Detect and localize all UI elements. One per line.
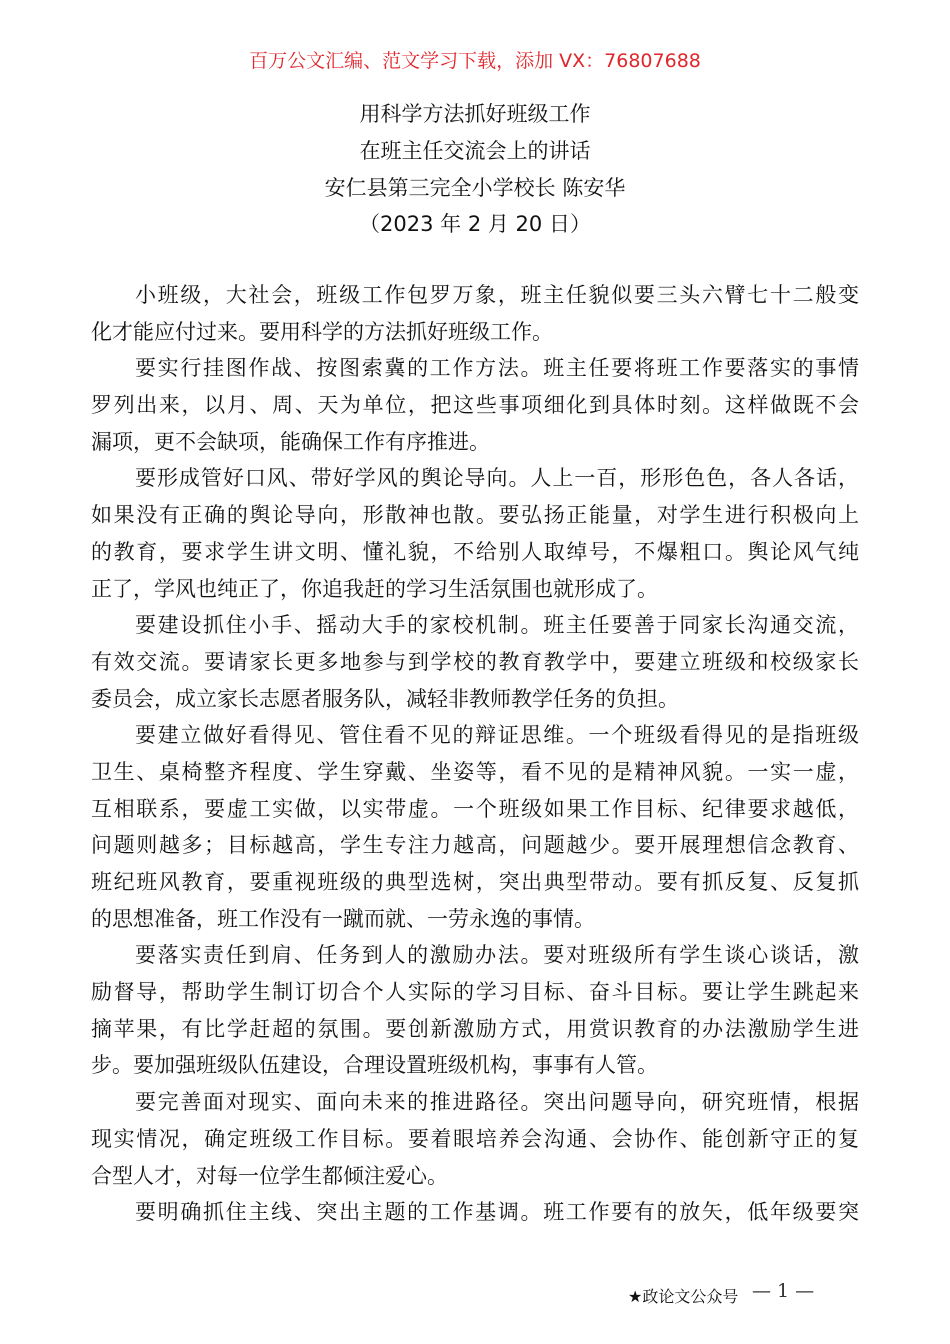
text-line: 正了，学风也纯正了，你追我赶的学习生活氛围也就形成了。 <box>91 576 658 601</box>
text-line: 的教育，要求学生讲文明、懂礼貌，不给别人取绰号，不爆粗口。舆论风气纯 <box>91 539 859 564</box>
text-line: 委员会，成立家长志愿者服务队，减轻非教师教学任务的负担。 <box>91 686 679 711</box>
text-line: 班纪班风教育，要重视班级的典型选树，突出典型带动。要有抓反复、反复抓 <box>91 870 859 894</box>
text-line: 要建立做好看得见、管住看不见的辩证思维。一个班级看得见的是指班级 <box>135 723 859 748</box>
text-line: 要实行挂图作战、按图索冀的工作方法。班主任要将班工作要落实的事情 <box>135 356 859 381</box>
text-line: 漏项，更不会缺项，能确保工作有序推进。 <box>91 429 490 454</box>
text-line: 有效交流。要请家长更多地参与到学校的教育教学中，要建立班级和校级家长 <box>91 649 859 674</box>
text-line: 要建设抓住小手、摇动大手的家校机制。班主任要善于同家长沟通交流， <box>135 613 859 638</box>
footer-source: ★政论文公众号 <box>628 1287 739 1306</box>
text-line: 罗列出来，以月、周、天为单位，把这些事项细化到具体时刻。这样做既不会 <box>91 393 859 418</box>
download-banner: 百万公文汇编、范文学习下载，添加 VX：76807688 <box>249 50 701 72</box>
text-line: 要完善面对现实、面向未来的推进路径。突出问题导向，研究班情，根据 <box>135 1090 859 1115</box>
text-line: 如果没有正确的舆论导向，形散神也散。要弘扬正能量，对学生进行积极向上 <box>91 503 859 528</box>
document-author: 安仁县第三完全小学校长 陈安华 <box>324 176 626 200</box>
text-line: 合型人才，对每一位学生都倾注爱心。 <box>91 1163 448 1188</box>
text-line: 互相联系，要虚工实做，以实带虚。一个班级如果工作目标、纪律要求越低， <box>91 796 859 821</box>
text-line: 要明确抓住主线、突出主题的工作基调。班工作要有的放矢，低年级要突 <box>135 1200 859 1225</box>
page-number: — 1 — <box>752 1280 815 1302</box>
text-line: 化才能应付过来。要用科学的方法抓好班级工作。 <box>91 319 553 344</box>
text-line: 要形成管好口风、带好学风的舆论导向。人上一百，形形色色，各人各话， <box>135 466 859 491</box>
text-line: 问题则越多；目标越高，学生专注力越高，问题越少。要开展理想信念教育、 <box>91 833 859 858</box>
text-line: 要落实责任到肩、任务到人的激励办法。要对班级所有学生谈心谈话，激 <box>135 943 859 968</box>
text-line: 卫生、桌椅整齐程度、学生穿戴、坐姿等，看不见的是精神风貌。一实一虚， <box>91 759 859 784</box>
text-line: 励督导，帮助学生制订切合个人实际的学习目标、奋斗目标。要让学生跳起来 <box>91 980 859 1005</box>
document-body <box>91 277 859 1231</box>
document-date: （2023 年 2 月 20 日） <box>359 212 591 236</box>
text-line: 小班级，大社会，班级工作包罗万象，班主任貌似要三头六臂七十二般变 <box>135 283 859 307</box>
text-line: 摘苹果，有比学赶超的氛围。要创新激励方式，用赏识教育的办法激励学生进 <box>91 1016 859 1041</box>
text-line: 步。要加强班级队伍建设，合理设置班级机构，事事有人管。 <box>91 1053 658 1078</box>
text-line: 的思想准备，班工作没有一蹴而就、一劳永逸的事情。 <box>91 906 595 931</box>
document-subtitle: 在班主任交流会上的讲话 <box>359 139 591 163</box>
text-line: 现实情况，确定班级工作目标。要着眼培养会沟通、会协作、能创新守正的复 <box>91 1126 859 1151</box>
document-title: 用科学方法抓好班级工作 <box>359 102 591 126</box>
